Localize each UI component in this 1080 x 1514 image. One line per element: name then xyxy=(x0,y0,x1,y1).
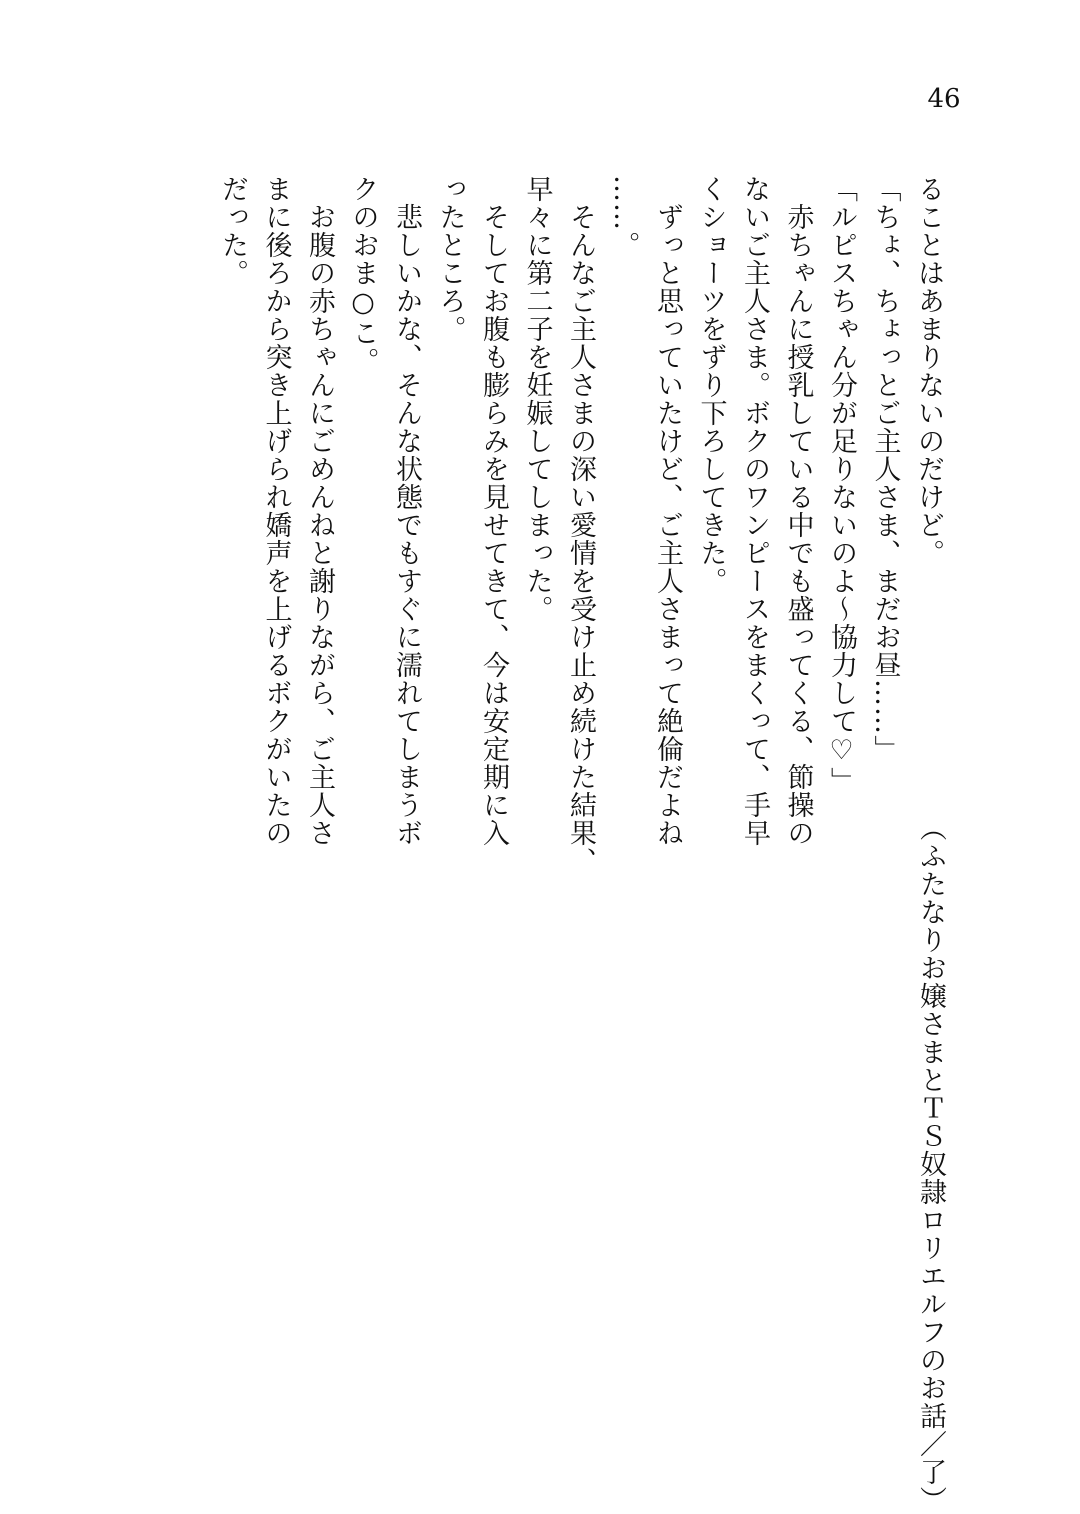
page-number: 46 xyxy=(927,84,961,114)
text-line: そしてお腹も膨らみを見せてきて、今は安定期に入 xyxy=(478,175,509,847)
text-line: ……。 xyxy=(608,175,640,259)
body-text xyxy=(211,175,951,875)
text-line: そんなご主人さまの深い愛情を受け止め続けた結果、 xyxy=(565,175,596,875)
text-line: 悲しいかな、そんな状態でもすぐに濡れてしまうボ xyxy=(391,175,422,847)
text-line: 「ちょ、ちょっとご主人さま、まだお昼……」 xyxy=(869,175,901,763)
text-line: 赤ちゃんに授乳している中でも盛ってくる、節操の xyxy=(782,175,814,847)
text-line: ないご主人さま。ボクのワンピースをまくって、手早 xyxy=(739,175,770,847)
text-line: お腹の赤ちゃんにごめんねと謝りながら、ご主人さ xyxy=(304,175,335,847)
text-line: くショーツをずり下ろしてきた。 xyxy=(695,175,727,595)
text-line: 早々に第二子を妊娠してしまった。 xyxy=(521,175,553,623)
text-line: クのおま○こ。 xyxy=(347,175,379,375)
text-line: まに後ろから突き上げられ嬌声を上げるボクがいたの xyxy=(260,175,292,847)
text-line: だった。 xyxy=(217,175,248,287)
text-line: 「ルピスちゃん分が足りないのよ～協力して♡」 xyxy=(826,175,857,795)
text-line: ずっと思っていたけど、ご主人さまって絶倫だよね xyxy=(652,175,683,847)
text-line: ることはあまりないのだけど。 xyxy=(913,175,944,567)
story-end-note: （ふたなりお嬢さまとＴＳ奴隷ロリエルフのお話／了） xyxy=(915,814,946,1514)
text-line: ったところ。 xyxy=(434,175,466,343)
